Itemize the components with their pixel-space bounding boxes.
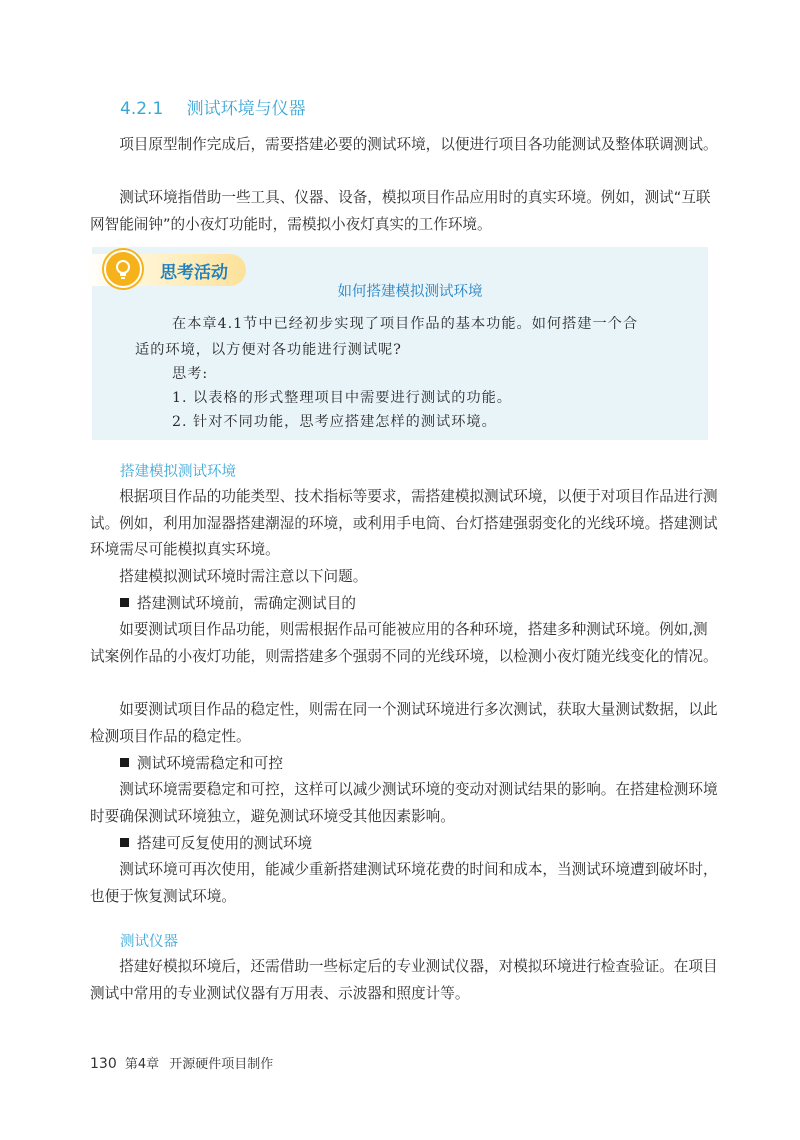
sim-paragraph-2: 搭建模拟测试环境时需注意以下问题。 xyxy=(119,568,368,585)
subheading-test-instruments: 测试仪器 xyxy=(120,934,178,950)
instr-paragraph-1: 搭建好模拟环境后，还需借助一些标定后的专业测试仪器，对模拟环境进行检查验证。在项目测试中常用的专业测试仪器有万用表、示波器和照度计等。 xyxy=(90,958,718,1002)
section-number: 4.2.1 xyxy=(120,99,164,119)
page-number: 130 xyxy=(90,1056,117,1072)
bullet-3 xyxy=(120,832,312,853)
thinking-question-2: 2. 针对不同功能，思考应搭建怎样的测试环境。 xyxy=(172,414,497,430)
chapter-number: 第4章 xyxy=(124,1057,160,1072)
subheading-simulated-environment: 搭建模拟测试环境 xyxy=(120,464,236,480)
page-footer xyxy=(90,1053,273,1072)
bullet-3-text: 搭建可反复使用的测试环境 xyxy=(137,835,313,852)
thinking-question-1: 1. 以表格的形式整理项目中需要进行测试的功能。 xyxy=(172,390,512,406)
sim-paragraph-1: 根据项目作品的功能类型、技术指标等要求，需搭建模拟测试环境，以便于对项目作品进行测试。例如，利用加湿器搭建潮湿的环境，或利用手电筒、台灯搭建强弱变化的光线环境。搭建测试环境需尽可能模拟真实环境。 xyxy=(90,488,718,558)
bullet-square-icon xyxy=(120,838,129,847)
thinking-activity-label: 思考活动 xyxy=(160,263,228,283)
thinking-text-line-1: 在本章4.1节中已经初步实现了项目作品的基本功能。如何搭建一个合 xyxy=(172,316,639,332)
sim-paragraph-3: 如要测试项目作品功能，则需根据作品可能被应用的各种环境，搭建多种测试环境。例如,测试案例作品的小夜灯功能，则需搭建多个强弱不同的光线环境，以检测小夜灯随光线变化的情况。 xyxy=(90,621,718,665)
thinking-activity-title: 如何搭建模拟测试环境 xyxy=(337,284,483,300)
bullet-square-icon xyxy=(120,758,129,767)
sim-paragraph-5: 测试环境需要稳定和可控，这样可以减少测试环境的变动对测试结果的影响。在搭建检测环境时要确保测试环境独立，避免测试环境受其他因素影响。 xyxy=(90,781,718,825)
bullet-1 xyxy=(120,592,356,613)
thinking-text-line-2: 适的环境，以方便对各功能进行测试呢? xyxy=(135,342,402,358)
chapter-title: 开源硬件项目制作 xyxy=(169,1057,274,1072)
section-title: 测试环境与仪器 xyxy=(186,99,306,119)
intro-paragraph-2: 测试环境指借助一些工具、仪器、设备，模拟项目作品应用时的真实环境。例如，测试“互联网智能闹钟”的小夜灯功能时，需模拟小夜灯真实的工作环境。 xyxy=(90,189,711,233)
bullet-1-text: 搭建测试环境前，需确定测试目的 xyxy=(137,595,356,612)
thinking-prompt: 思考: xyxy=(172,366,209,382)
bullet-2 xyxy=(120,752,283,773)
sim-paragraph-6: 测试环境可再次使用，能减少重新搭建测试环境花费的时间和成本，当测试环境遭到破坏时，也便于恢复测试环境。 xyxy=(90,861,718,905)
section-heading xyxy=(120,94,306,119)
bullet-2-text: 测试环境需稳定和可控 xyxy=(137,755,283,772)
sim-paragraph-4: 如要测试项目作品的稳定性，则需在同一个测试环境进行多次测试，获取大量测试数据，以此检测项目作品的稳定性。 xyxy=(90,701,718,745)
intro-paragraph-1: 项目原型制作完成后，需要搭建必要的测试环境，以便进行项目各功能测试及整体联调测试。 xyxy=(119,136,718,153)
bullet-square-icon xyxy=(120,598,129,607)
